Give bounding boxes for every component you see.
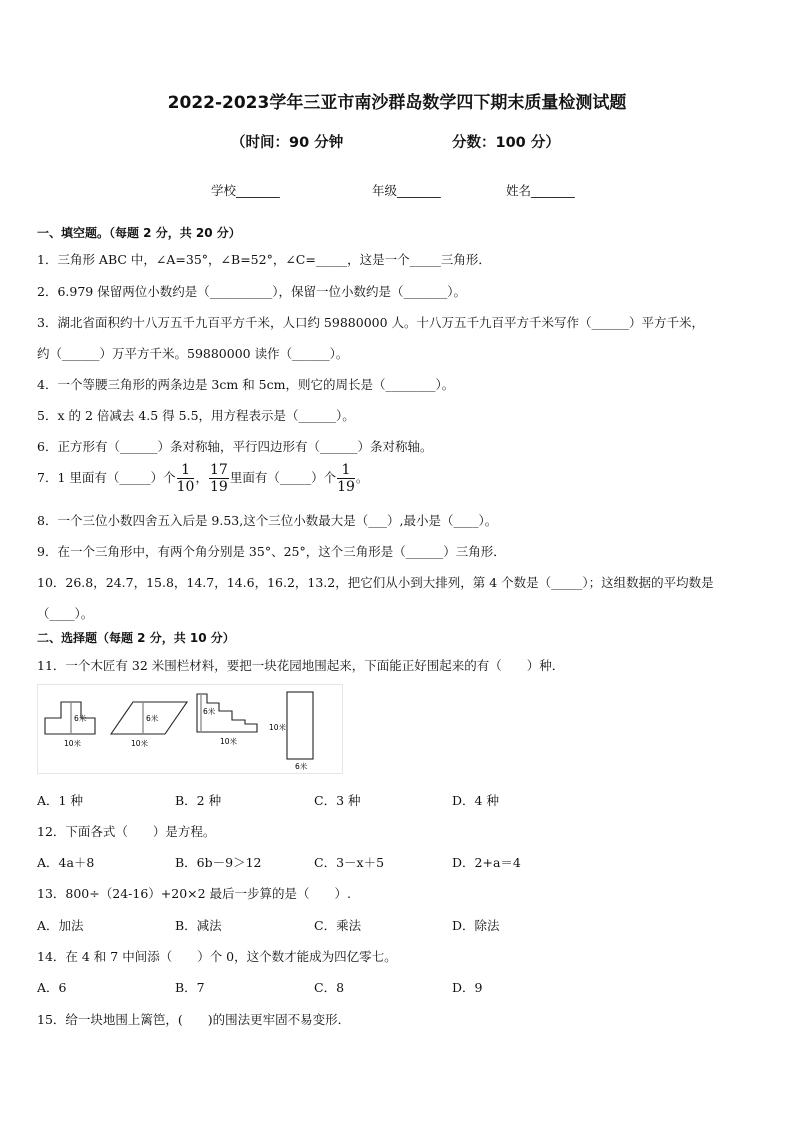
question-9: 9．在一个三角形中，有两个角分别是 35°、25°，这个三角形是（______）三角形．	[37, 544, 506, 559]
garden-shapes-figure	[37, 684, 343, 774]
question-3-line-1: 3．湖北省面积约十八万五千九百平方千米，人口约 59880000 人。十八万五千九百平方千米写作（______）平方千米，	[37, 315, 705, 330]
fraction-numerator: 1	[337, 463, 355, 479]
q11-option-d: D．4 种	[452, 793, 499, 808]
fraction-1-19	[337, 463, 355, 494]
label-10m-4: 10米	[269, 723, 287, 732]
q14-option-a: A．6	[37, 980, 67, 995]
q13-option-d: D．除法	[452, 918, 500, 933]
figure-frame	[38, 685, 343, 774]
question-2: 2．6.979 保留两位小数约是（__________），保留一位小数约是（_______）。	[37, 284, 466, 299]
section-1-heading: 一、填空题。（每题 2 分，共 20 分）	[37, 226, 241, 240]
question-10-line-1: 10．26.8，24.7，15.8，14.7，14.6，16.2，13.2，把它们从小到大排列，第 4 个数是（_____）；这组数据的平均数是	[37, 575, 714, 590]
q13-option-b: B．减法	[175, 918, 222, 933]
question-12: 12．下面各式（ ）是方程。	[37, 824, 216, 839]
label-6m-4: 6米	[295, 762, 308, 771]
fraction-denominator: 10	[176, 479, 195, 495]
q12-option-c: C．3－x＋5	[314, 855, 385, 870]
fraction-numerator: 17	[209, 462, 228, 478]
question-6: 6．正方形有（______）条对称轴，平行四边形有（______）条对称轴。	[37, 439, 433, 454]
fraction-17-19	[209, 463, 229, 494]
q7-text-2: 里面有（_____）个	[229, 470, 337, 485]
question-3-line-2: 约（______）万平方千米。59880000 读作（______）。	[37, 346, 349, 361]
page-title: 2022-2023学年三亚市南沙群岛数学四下期末质量检测试题	[167, 93, 627, 113]
q12-option-a: A．4a＋8	[37, 855, 95, 870]
fraction-1-10	[177, 463, 195, 494]
q13-option-a: A．加法	[37, 918, 84, 933]
q7-comma: ，	[195, 470, 208, 485]
exam-score: 分数：100 分）	[452, 135, 560, 151]
label-6m-1: 6米	[74, 714, 87, 723]
label-10m-2: 10米	[131, 739, 149, 748]
shape-cross	[45, 702, 95, 734]
fraction-denominator: 19	[209, 479, 228, 495]
school-field: 学校_______	[211, 183, 280, 198]
label-10m-1: 10米	[64, 739, 82, 748]
name-field: 姓名_______	[506, 183, 575, 198]
question-14: 14．在 4 和 7 中间添（ ）个 0，这个数才能成为四亿零七。	[37, 949, 397, 964]
label-10m-3: 10米	[220, 737, 238, 746]
q13-option-c: C．乘法	[314, 918, 362, 933]
question-10-line-2: （____）。	[37, 606, 94, 621]
grade-field: 年级_______	[372, 183, 441, 198]
q7-period: 。	[355, 470, 369, 485]
question-8: 8．一个三位小数四舍五入后是 9.53,这个三位小数最大是（___）,最小是（____）。	[37, 513, 498, 528]
question-15: 15．给一块地围上篱笆，( )的围法更牢固不易变形．	[37, 1012, 351, 1027]
q14-option-d: D．9	[452, 980, 483, 995]
q7-text-1: 7．1 里面有（_____）个	[37, 470, 176, 485]
q14-option-b: B．7	[175, 980, 205, 995]
question-1: 1．三角形 ABC 中，∠A=35°，∠B=52°，∠C=_____，这是一个_____三角形．	[37, 252, 491, 267]
fraction-numerator: 1	[177, 463, 195, 479]
fraction-denominator: 19	[337, 479, 355, 495]
label-6m-2: 6米	[146, 714, 159, 723]
question-11: 11．一个木匠有 32 米围栏材料，要把一块花园地围起来，下面能正好围起来的有（ ）种．	[37, 658, 565, 673]
q12-option-b: B．6b－9＞12	[175, 855, 262, 870]
exam-time: （时间：90 分钟	[231, 135, 344, 151]
q11-option-c: C．3 种	[314, 793, 361, 808]
section-2-heading: 二、选择题（每题 2 分，共 10 分）	[37, 631, 235, 645]
q14-option-c: C．8	[314, 980, 345, 995]
label-6m-3: 6米	[203, 707, 216, 716]
question-5: 5．x 的 2 倍减去 4.5 得 5.5，用方程表示是（______）。	[37, 408, 355, 423]
question-4: 4．一个等腰三角形的两条边是 3cm 和 5cm，则它的周长是（________）。	[37, 377, 455, 392]
question-7	[37, 463, 368, 494]
question-13: 13．800÷（24-16）+20×2 最后一步算的是（ ）.	[37, 886, 352, 901]
shape-rectangle	[287, 692, 313, 759]
q12-option-d: D．2+a＝4	[452, 855, 521, 870]
q11-option-b: B．2 种	[175, 793, 222, 808]
q11-option-a: A．1 种	[37, 793, 83, 808]
